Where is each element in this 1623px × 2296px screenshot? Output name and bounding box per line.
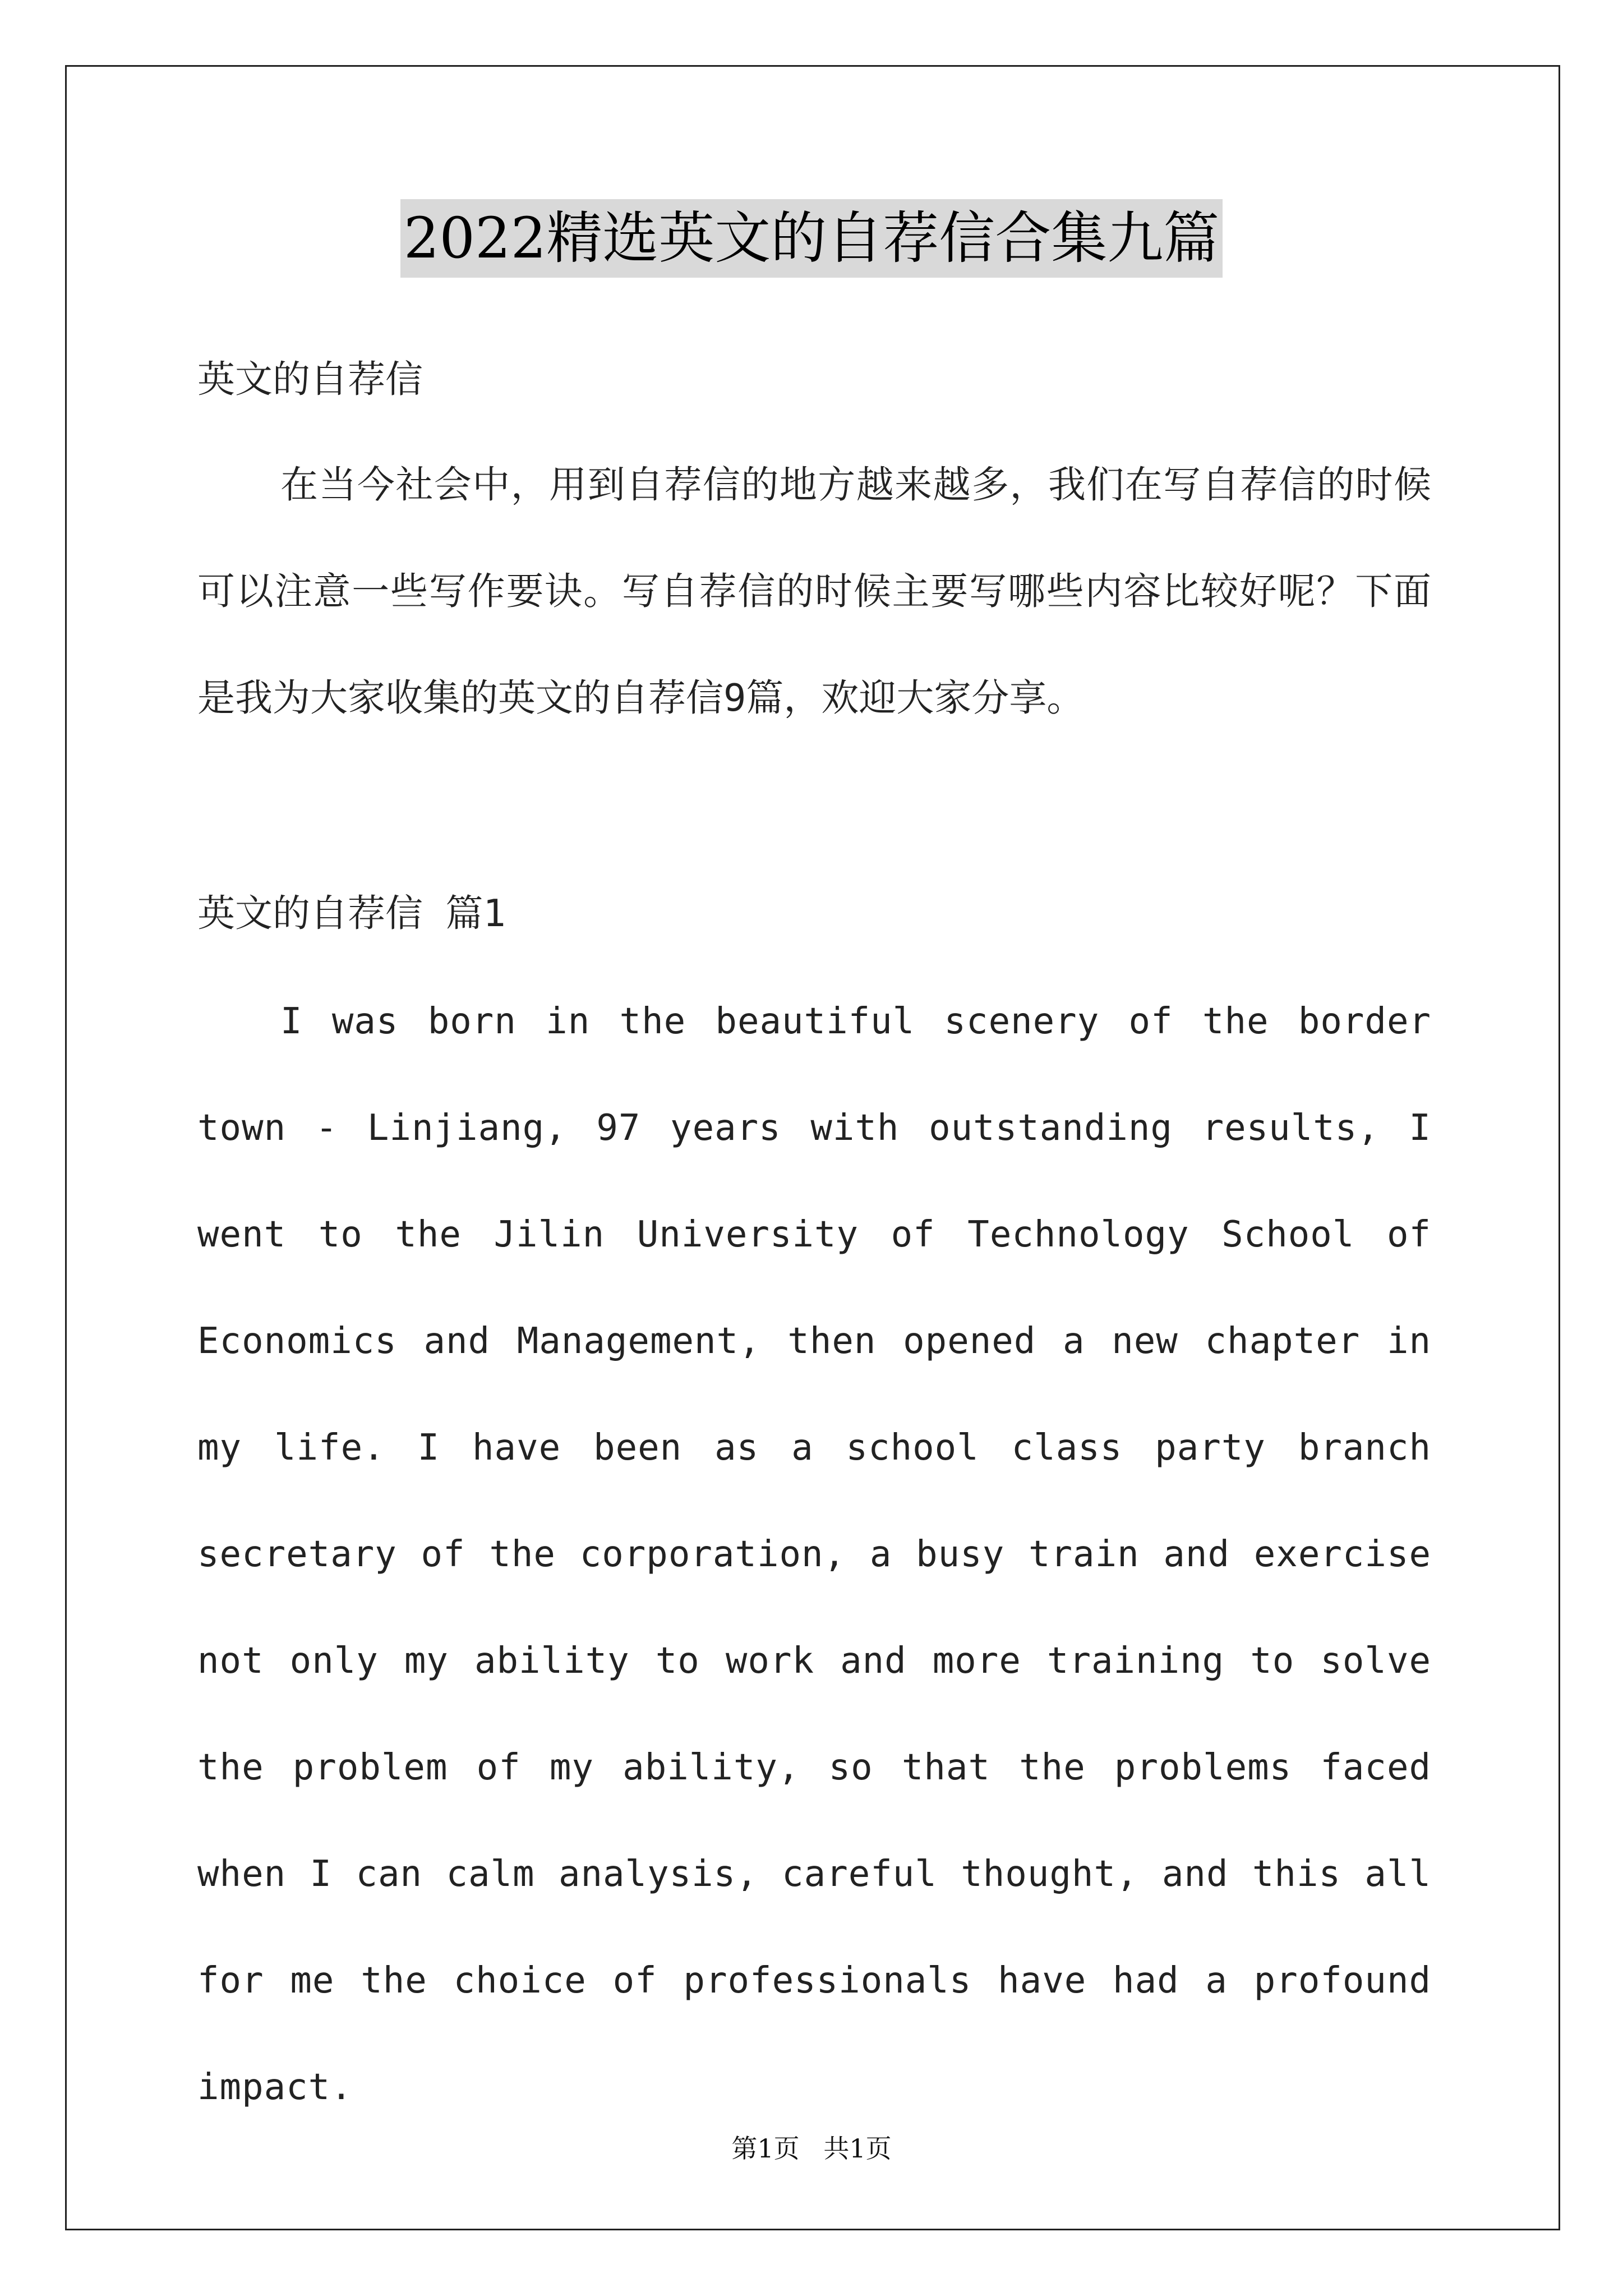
page-number: 第1页 (731, 2133, 800, 2164)
intro-paragraph: 在当今社会中，用到自荐信的地方越来越多，我们在写自荐信的时候可以注意一些写作要诀。写自荐信的时候主要写哪些内容比较好呢？下面是我为大家收集的英文的自荐信9篇，欢迎大家分享。 (197, 463, 1431, 720)
document-title: 2022精选英文的自荐信合集九篇 (400, 199, 1223, 278)
letter-heading: 英文的自荐信 篇1 (197, 891, 506, 935)
letter-paragraph: I was born in the beautiful scenery of the border town - Linjiang, 97 years with outstanding results, I went to the Jilin University of Technology School of Economics and Management, then opened a new chapter in my life. I have been as a school class party branch secretary of the corporation, a busy train and exercise not only my ability to work and more training to solve the problem of my ability, so that the problems faced when I can calm analysis, careful thought, and this all for me the choice of professionals have had a profound impact. (197, 1001, 1431, 2108)
page-footer (0, 2132, 1623, 2165)
page-total: 共1页 (823, 2133, 892, 2164)
title-container (0, 199, 1623, 278)
section-heading: 英文的自荐信 (197, 357, 423, 401)
